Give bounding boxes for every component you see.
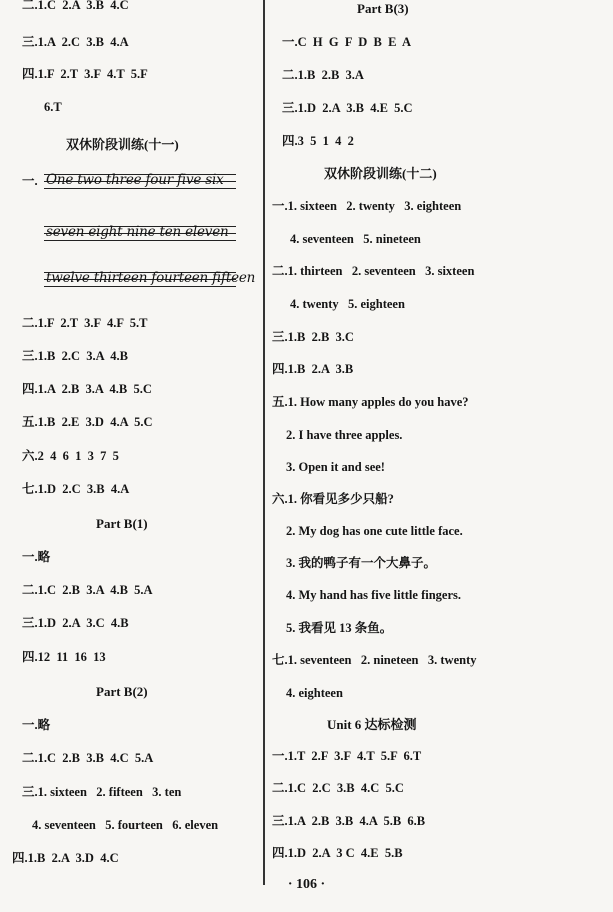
answer-line: 5. 我看见 13 条鱼。 xyxy=(286,621,393,635)
answer-line: 四.1.F 2.T 3.F 4.T 5.F xyxy=(22,67,148,81)
answer-line: 三.1.A 2.C 3.B 4.A xyxy=(22,35,129,49)
answer-line: 七.1. seventeen 2. nineteen 3. twenty xyxy=(272,653,477,667)
answer-line: 二.1.C 2.B 3.B 4.C 5.A xyxy=(22,751,154,765)
answer-line: 2. My dog has one cute little face. xyxy=(286,524,463,538)
section-title: Part B(1) xyxy=(96,516,148,531)
answer-line: 三.1.D 2.A 3.C 4.B xyxy=(22,616,129,630)
section-title: Unit 6 达标检测 xyxy=(327,717,417,732)
answer-line: 四.3 5 1 4 2 xyxy=(282,134,354,148)
answer-line: 四.1.D 2.A 3 C 4.E 5.B xyxy=(272,846,403,860)
guide-rule xyxy=(44,286,236,287)
answer-line: 一.C H G F D B E A xyxy=(282,35,412,49)
answer-line: 三.1. sixteen 2. fifteen 3. ten xyxy=(22,785,182,799)
column-divider xyxy=(263,0,265,885)
answer-line: 六.1. 你看见多少只船? xyxy=(272,492,394,506)
answer-line: 二.1.C 2.A 3.B 4.C xyxy=(22,0,129,12)
answer-line: 2. I have three apples. xyxy=(286,428,403,442)
guide-rule xyxy=(44,240,236,241)
answer-line: 4. seventeen 5. fourteen 6. eleven xyxy=(32,818,219,832)
answer-line: 二.1. thirteen 2. seventeen 3. sixteen xyxy=(272,264,475,278)
answer-line: 四.12 11 16 13 xyxy=(22,650,106,664)
handwriting-line xyxy=(44,222,236,244)
answer-line: 六.2 4 6 1 3 7 5 xyxy=(22,449,119,463)
answer-line: 二.1.C 2.B 3.A 4.B 5.A xyxy=(22,583,153,597)
section-title: 双休阶段训练(十一) xyxy=(66,137,179,152)
answer-line: 3. Open it and see! xyxy=(286,460,385,474)
section-title: Part B(3) xyxy=(357,1,409,16)
answer-line: 4. twenty 5. eighteen xyxy=(290,297,405,311)
answer-line: 4. eighteen xyxy=(286,686,343,700)
section-title: 双休阶段训练(十二) xyxy=(324,166,437,181)
section-title: Part B(2) xyxy=(96,684,148,699)
handwriting-text: twelve thirteen fourteen fifteen xyxy=(46,270,256,286)
answer-line: 三.1.D 2.A 3.B 4.E 5.C xyxy=(282,101,413,115)
answer-line: 二.1.B 2.B 3.A xyxy=(282,68,364,82)
handwriting-text: One two three four five six xyxy=(46,172,224,188)
handwriting-line xyxy=(44,170,236,192)
answer-line: 四.1.B 2.A 3.D 4.C xyxy=(12,851,119,865)
answer-line: 4. My hand has five little fingers. xyxy=(286,588,461,602)
handwriting-text: seven eight nine ten eleven xyxy=(46,224,229,240)
answer-line: 五.1.B 2.E 3.D 4.A 5.C xyxy=(22,415,153,429)
answer-line: 四.1.B 2.A 3.B xyxy=(272,362,354,376)
answer-line: 4. seventeen 5. nineteen xyxy=(290,232,421,246)
handwriting-prefix: 一. xyxy=(22,174,38,188)
answer-line: 6.T xyxy=(44,100,62,114)
answer-line: 七.1.D 2.C 3.B 4.A xyxy=(22,482,130,496)
answer-line: 三.1.A 2.B 3.B 4.A 5.B 6.B xyxy=(272,814,426,828)
answer-line: 一.1. sixteen 2. twenty 3. eighteen xyxy=(272,199,462,213)
handwriting-line xyxy=(44,268,256,290)
answer-line: 一.1.T 2.F 3.F 4.T 5.F 6.T xyxy=(272,749,422,763)
guide-rule xyxy=(44,188,236,189)
answer-line: 四.1.A 2.B 3.A 4.B 5.C xyxy=(22,382,152,396)
answer-line: 一.略 xyxy=(22,718,51,732)
answer-line: 三.1.B 2.B 3.C xyxy=(272,330,354,344)
answer-line: 一.略 xyxy=(22,550,51,564)
answer-line: 三.1.B 2.C 3.A 4.B xyxy=(22,349,128,363)
answer-line: 3. 我的鸭子有一个大鼻子。 xyxy=(286,556,437,570)
answer-line: 二.1.F 2.T 3.F 4.F 5.T xyxy=(22,316,148,330)
answer-line: 二.1.C 2.C 3.B 4.C 5.C xyxy=(272,781,404,795)
page-number: · 106 · xyxy=(287,877,326,892)
answer-line: 五.1. How many apples do you have? xyxy=(272,395,469,409)
